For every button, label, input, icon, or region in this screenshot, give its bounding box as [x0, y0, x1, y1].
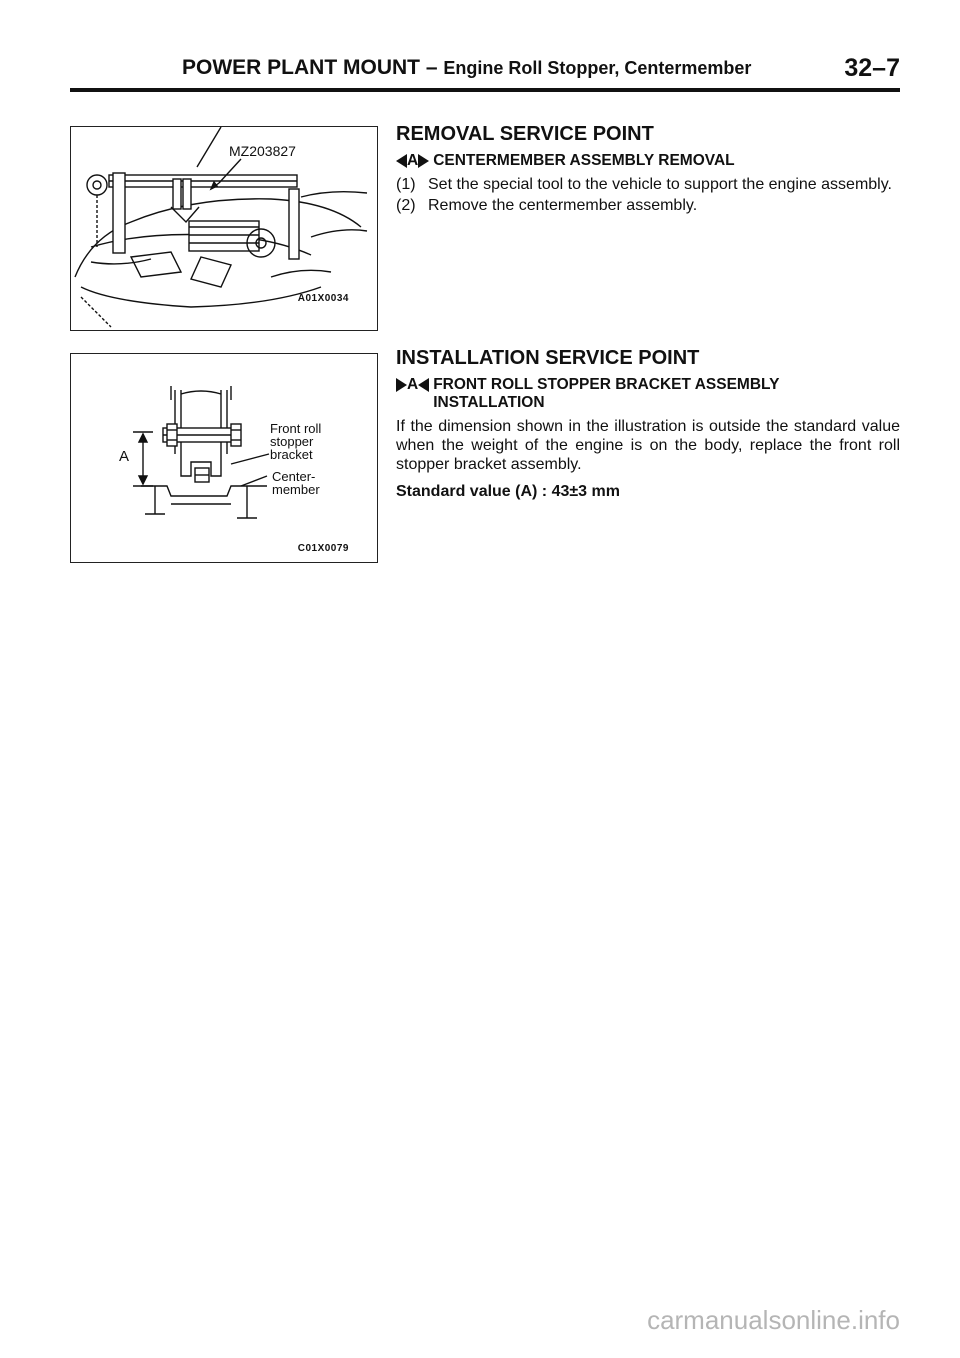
page-number: 32–7: [844, 54, 900, 82]
removal-mark-letter: A: [407, 152, 419, 169]
figure-roll-stopper-dimension: [70, 353, 378, 563]
installation-subtitle-line-2: INSTALLATION: [433, 394, 545, 411]
header-title-separator: –: [419, 56, 444, 79]
removal-subtitle-text: CENTERMEMBER ASSEMBLY REMOVAL: [433, 152, 735, 169]
installation-mark-letter: A: [407, 376, 419, 393]
centermember-label: [272, 470, 320, 496]
page-header: [70, 56, 900, 86]
centermember-label-line-1: Center-: [272, 469, 316, 484]
installation-subtitle-line-1: FRONT ROLL STOPPER BRACKET ASSEMBLY: [433, 376, 780, 393]
step-text: Remove the centermember assembly.: [428, 197, 698, 214]
removal-subtitle: [396, 152, 900, 170]
bracket-label-line-2: stopper: [270, 434, 314, 449]
installation-section: [396, 347, 900, 501]
removal-section: [396, 123, 900, 217]
installation-service-mark: [396, 376, 429, 394]
watermark: carmanualsonline.info: [647, 1305, 900, 1335]
standard-value: Standard value (A) : 43±3 mm: [396, 483, 620, 500]
triangle-left-icon: [418, 378, 429, 392]
removal-service-mark: [396, 152, 429, 170]
tool-label: MZ203827: [229, 143, 296, 159]
installation-subtitle-text: [433, 376, 779, 412]
triangle-left-icon: [396, 154, 407, 168]
bracket-label-line-1: Front roll: [270, 421, 322, 436]
header-rule: [70, 88, 900, 92]
step-text: Set the special tool to the vehicle to support the engine assembly.: [428, 176, 892, 193]
removal-step: [396, 196, 900, 215]
installation-body: If the dimension shown in the illustration is outside the standard value when the weight of the engine is on the body, replace the front roll stopper bracket assembly.: [396, 418, 900, 473]
installation-subtitle: [396, 376, 900, 412]
roll-stopper-illustration: [71, 354, 377, 562]
installation-title: INSTALLATION SERVICE POINT: [396, 347, 700, 369]
bracket-label: [270, 422, 321, 461]
removal-title: REMOVAL SERVICE POINT: [396, 123, 654, 145]
figure-engine-support-tool: [70, 126, 378, 331]
figure-code: C01X0079: [297, 543, 349, 554]
step-number: (1): [396, 176, 416, 193]
header-title-sub: Engine Roll Stopper, Centermember: [443, 58, 752, 78]
triangle-right-icon: [396, 378, 407, 392]
removal-step: [396, 175, 900, 194]
header-title-main: POWER PLANT MOUNT: [182, 56, 420, 79]
dimension-label: A: [119, 448, 130, 465]
figure-code: A01X0034: [297, 293, 349, 304]
step-number: (2): [396, 197, 416, 214]
bracket-label-line-3: bracket: [270, 447, 313, 462]
centermember-label-line-2: member: [272, 482, 320, 497]
header-title: [182, 56, 751, 80]
triangle-right-icon: [418, 154, 429, 168]
